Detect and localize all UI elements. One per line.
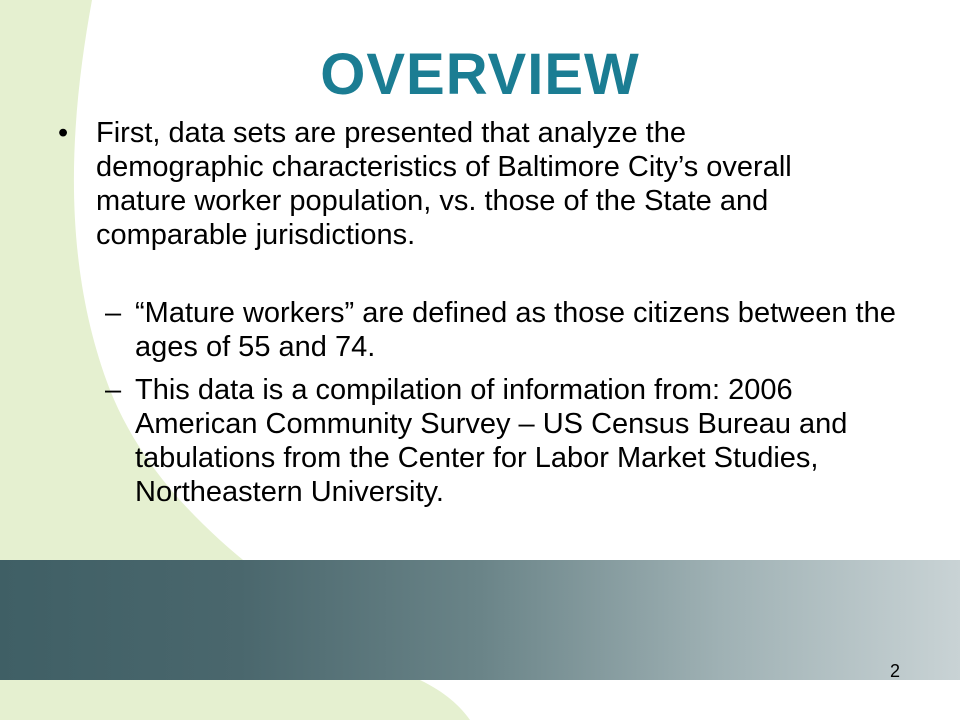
sub-bullet-mature-workers [105, 296, 905, 364]
slide-title: OVERVIEW [320, 42, 640, 107]
sub-bullet-mark: – [105, 374, 122, 406]
bullet-text: First, data sets are presented that analyze the demographic characteristics of Baltimore City’s overall mature worker population, vs. those of the State and comparable jurisdictions. [96, 117, 792, 251]
sub-bullet-mark: – [105, 297, 122, 329]
sub-bullet-data-sources [105, 373, 905, 509]
bullet-mark: • [58, 117, 69, 149]
sub-bullet-text: “Mature workers” are defined as those citizens between the ages of 55 and 74. [135, 297, 896, 363]
sub-bullet-text: This data is a compilation of information from: 2006 American Community Survey – US Census Bureau and tabulations from the Center for Labor Market Studies, Northeastern University. [135, 374, 848, 508]
main-bullet [58, 116, 858, 252]
page-number: 2 [889, 661, 900, 681]
bottom-swoosh-shape [0, 680, 470, 720]
